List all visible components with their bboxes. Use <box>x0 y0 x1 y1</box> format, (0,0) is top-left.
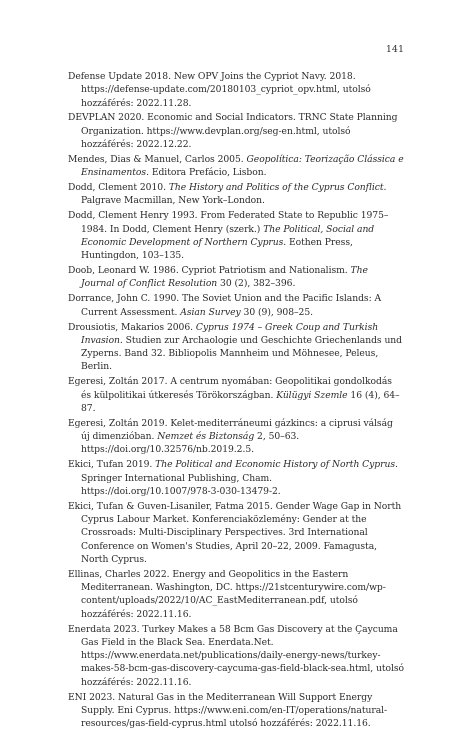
reference-text: DEVPLAN 2020. Economic and Social Indicators. TRNC State Planning Organization. https://www.devplan.org/seg-en.html, utolsó hozzáférés: 2022.12.22. <box>68 112 398 151</box>
reference-text: . Editora Prefácio, Lisbon. <box>146 167 267 179</box>
reference-text: Enerdata 2023. Turkey Makes a 58 Bcm Gas Discovery at the Çaycuma Gas Field in the Black Sea. Enerdata.Net. https://www.enerdata.net/publications/daily-energy-news/turkey-makes-58-bcm-gas-discovery-caycuma-gas-field-black-sea.html, utolsó hozzáférés: 2022.11.16. <box>68 623 404 688</box>
reference-entry <box>68 375 404 415</box>
reference-title: Asian Survey <box>180 306 241 318</box>
reference-title: The History and Politics of the Cyprus Conflict <box>168 182 384 194</box>
reference-text: Dorrance, John C. 1990. The Soviet Union and the Pacific Islands: A Current Assessment. <box>68 293 382 318</box>
reference-text: . Studien zur Archaologie und Geschichte Griechenlands und Zyperns. Band 32. Bibliopolis Mannheim und Möhnesee, Peleus, Berlin. <box>81 334 403 373</box>
page-number: 141 <box>385 44 404 55</box>
reference-text: Ekici, Tufan 2019. <box>68 459 156 471</box>
reference-text: 30 (9), 908–25. <box>240 306 313 318</box>
reference-text: 2, 50–63. https://doi.org/10.32576/nb.2019.2.5. <box>81 431 300 456</box>
reference-entry <box>68 417 404 457</box>
reference-text: Defense Update 2018. New OPV Joins the Cypriot Navy. 2018. https://defense-update.com/20180103_cypriot_opv.html, utolsó hozzáférés: 2022.11.28. <box>68 71 371 109</box>
reference-text: 16 (4), 64–87. <box>81 389 400 414</box>
reference-entry <box>68 691 404 731</box>
reference-text: Drousiotis, Makarios 2006. <box>68 321 196 333</box>
reference-entry <box>68 181 404 208</box>
reference-entry <box>68 209 404 262</box>
reference-entry <box>68 623 404 689</box>
reference-text: Ellinas, Charles 2022. Energy and Geopolitics in the Eastern Mediterranean. Washington, DC. https://21stcenturywire.com/wp-content/uploads/2022/10/AC_EastMediterranean.pdf, utolsó hozzáférés: 2022.11.16. <box>68 568 386 620</box>
reference-entry <box>68 70 404 110</box>
reference-entry <box>68 111 404 151</box>
reference-text: . Springer International Publishing, Cham. https://doi.org/10.1007/978-3-030-13479-2. <box>81 459 398 497</box>
reference-text: Doob, Leonard W. 1986. Cypriot Patriotism and Nationalism. <box>68 265 351 277</box>
reference-title: Nemzet és Biztonság <box>157 431 255 443</box>
reference-text: Egeresi, Zoltán 2019. Kelet-mediterráneumi gázkincs: a ciprusi válság új dimenzióban. <box>68 417 393 443</box>
reference-title: Külügyi Szemle <box>276 389 348 401</box>
reference-text: 30 (2), 382–396. <box>217 278 296 290</box>
reference-text: ENI 2023. Natural Gas in the Mediterranean Will Support Energy Supply. Eni Cyprus. https://www.eni.com/en-IT/operations/natural-resources/gas-field-cyprus.html utolsó hozzáférés: 2022.11.16. <box>68 691 388 730</box>
reference-entry <box>68 458 404 498</box>
reference-entry <box>68 568 404 621</box>
reference-title: Cyprus 1974 – Greek Coup and Turkish Invasion <box>81 321 379 346</box>
reference-entry <box>68 292 404 319</box>
reference-text: . Eothen Press, Huntingdon, 103–135. <box>81 236 353 262</box>
reference-entry <box>68 153 404 180</box>
reference-text: Mendes, Dias & Manuel, Carlos 2005. <box>68 153 247 165</box>
reference-entry <box>68 500 404 566</box>
reference-text: Egeresi, Zoltán 2017. A centrum nyomában: Geopolitikai gondolkodás és külpolitikai útkeresés Törökországban. <box>68 376 392 401</box>
reference-text: Ekici, Tufan & Guven-Lisaniler, Fatma 2015. Gender Wage Gap in North Cyprus Labour Market. Konferenciaközlemény: Gender at the Crossroads: Multi-Disciplinary Perspectives. 3rd International Conference on Women's Studies, April 20–22, 2009. Famagusta, North Cyprus. <box>68 500 402 565</box>
reference-title: The Journal of Conflict Resolution <box>81 265 368 290</box>
reference-text: . Palgrave Macmillan, New York–London. <box>81 182 387 207</box>
reference-text: Dodd, Clement Henry 1993. From Federated State to Republic 1975–1984. In Dodd, Clement Henry (szerk.) <box>68 210 389 235</box>
reference-list <box>68 70 404 732</box>
reference-entry <box>68 321 404 374</box>
reference-title: The Political, Social and Economic Development of Northern Cyprus <box>81 223 375 248</box>
reference-entry <box>68 264 404 291</box>
reference-title: Geopolítica: Teorização Clássica e Ensinamentos <box>81 153 404 179</box>
reference-text: Dodd, Clement 2010. <box>68 182 169 194</box>
reference-title: The Political and Economic History of North Cyprus <box>155 459 396 471</box>
